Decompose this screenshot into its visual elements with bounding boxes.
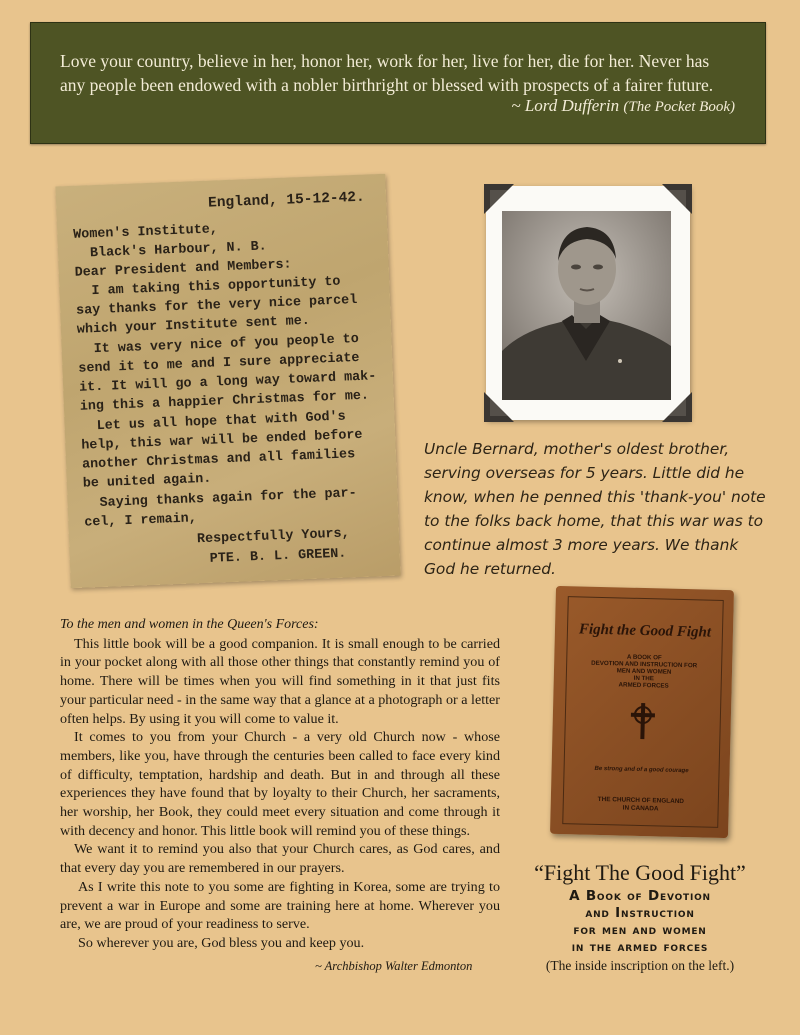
book-cover-panel [562, 596, 724, 828]
clipping-line: another Christmas and all families [81, 447, 356, 473]
book-cover-motto: Be strong and of a good courage [594, 765, 689, 775]
quote-source: (The Pocket Book) [623, 99, 735, 115]
book-cover-subtitle-line: DEVOTION AND INSTRUCTION FOR [591, 659, 698, 670]
clipping-line: be united again. [82, 471, 212, 492]
quote-text: Love your country, believe in her, honor her, work for her, live for her, die for her. Never has any people been endowed with a nobler birthright or blessed with prospects of a fairer future. [60, 51, 714, 95]
clipping-line: England, 15-12-42. [207, 189, 366, 212]
book-cover-publisher-line: IN CANADA [622, 804, 659, 813]
book-cover [550, 586, 734, 838]
clipping-line: send it to me and I sure appreciate [78, 350, 360, 377]
book-cover-publisher-line: THE CHURCH OF ENGLAND [597, 795, 685, 806]
archbishop-letter [60, 616, 500, 973]
clipping-line: PTE. B. L. GREEN. [209, 546, 347, 567]
photo-corner-icon [662, 184, 692, 214]
photo-corner-icon [484, 184, 514, 214]
clipping-line: it. It will go a long way toward mak- [78, 369, 377, 396]
letter-signature: ~ Archbishop Walter Edmonton [315, 959, 473, 973]
letter-paragraph: This little book will be a good companion. It is small enough to be carried in your pocket along with all those other things that constantly remind you of home. There will be times when you will find something in it that just fits your particular need - in the same way that a glance at a photograph or a letter often helps. By using it you will come to value it. [60, 635, 500, 727]
book-cover-title: Fight the Good Fight [578, 621, 712, 641]
book-caption [520, 860, 760, 974]
clipping-line: ing this a happier Christmas for me. [79, 388, 370, 415]
book-caption-subtitle [520, 888, 760, 956]
quote-author: ~ Lord Dufferin [511, 96, 620, 115]
letter-paragraph: It comes to you from your Church - a very old Church now - whose members, like you, have through the centuries been called to face every kind of difficulty, temptation, hardship and death. But in and through all these experiences they have found that by loyalty to their Church, her sacraments, her worship, her Book, they could meet every situation and come through it with decency and honor. This little book will remind you of these things. [60, 729, 500, 839]
book-cover-publisher [564, 795, 718, 815]
soldier-portrait-image [502, 211, 671, 400]
photo-corner-icon [484, 392, 514, 422]
clipping-line: which your Institute sent me. [76, 313, 311, 338]
clipping-line: cel, I remain, [84, 511, 198, 531]
letter-salutation: To the men and women in the Queen's Forces: [60, 617, 319, 632]
book-caption-subtitle-line: in the armed forces [571, 939, 709, 955]
clipping-line: Women's Institute, [73, 222, 219, 243]
book-caption-note: (The inside inscription on the left.) [545, 958, 735, 973]
clipping-line: Saying thanks again for the par- [83, 486, 357, 512]
book-cover-subtitle-line: IN THE [633, 674, 655, 683]
book-caption-subtitle-line: A Book of Devotion [569, 888, 711, 904]
newspaper-clipping [55, 174, 400, 588]
letter-paragraph: So wherever you are, God bless you and keep you. [78, 934, 365, 951]
photo-frame [486, 186, 690, 420]
clipping-line: It was very nice of you people to [77, 331, 360, 358]
book-cover-subtitle-line: MEN AND WOMEN [616, 667, 672, 676]
clipping-line: Let us all hope that with God's [80, 409, 346, 435]
book-cover-subtitle-line: ARMED FORCES [618, 681, 669, 690]
quote-attribution [511, 96, 735, 116]
photo-caption: Uncle Bernard, mother's oldest brother, serving overseas for 5 years. Little did he know, when he penned this 'thank-you' note to the folks back home, that this war was to continue almost 3 more years. We thank God he returned. [424, 440, 766, 578]
book-caption-subtitle-line: for men and women [573, 922, 707, 938]
book-caption-subtitle-line: and Instruction [585, 905, 695, 921]
book-cover-subtitle [567, 652, 722, 691]
clipping-line: help, this war will be ended before [81, 427, 363, 454]
clipping-line: I am taking this opportunity to [75, 274, 341, 300]
celtic-cross-icon [627, 701, 658, 742]
photo-corner-icon [662, 392, 692, 422]
clipping-line: Respectfully Yours, [196, 526, 350, 548]
book-caption-title: “Fight The Good Fight” [534, 860, 746, 885]
clipping-line: Dear President and Members: [74, 257, 292, 281]
book-cover-subtitle-line: A BOOK OF [626, 653, 662, 662]
quote-box [30, 22, 766, 144]
soldier-portrait-photo [502, 211, 671, 400]
letter-paragraph: We want it to remind you also that your Church cares, as God cares, and that every day you are remembered in our prayers. [60, 841, 500, 877]
clipping-line: say thanks for the very nice parcel [75, 292, 358, 319]
letter-paragraph: As I write this note to you some are fighting in Korea, some are trying to prevent a war in Europe and some are training here at home. Wherever you are, we are proud of your readiness to serve. [60, 878, 500, 933]
clipping-line: Black's Harbour, N. B. [73, 239, 268, 262]
